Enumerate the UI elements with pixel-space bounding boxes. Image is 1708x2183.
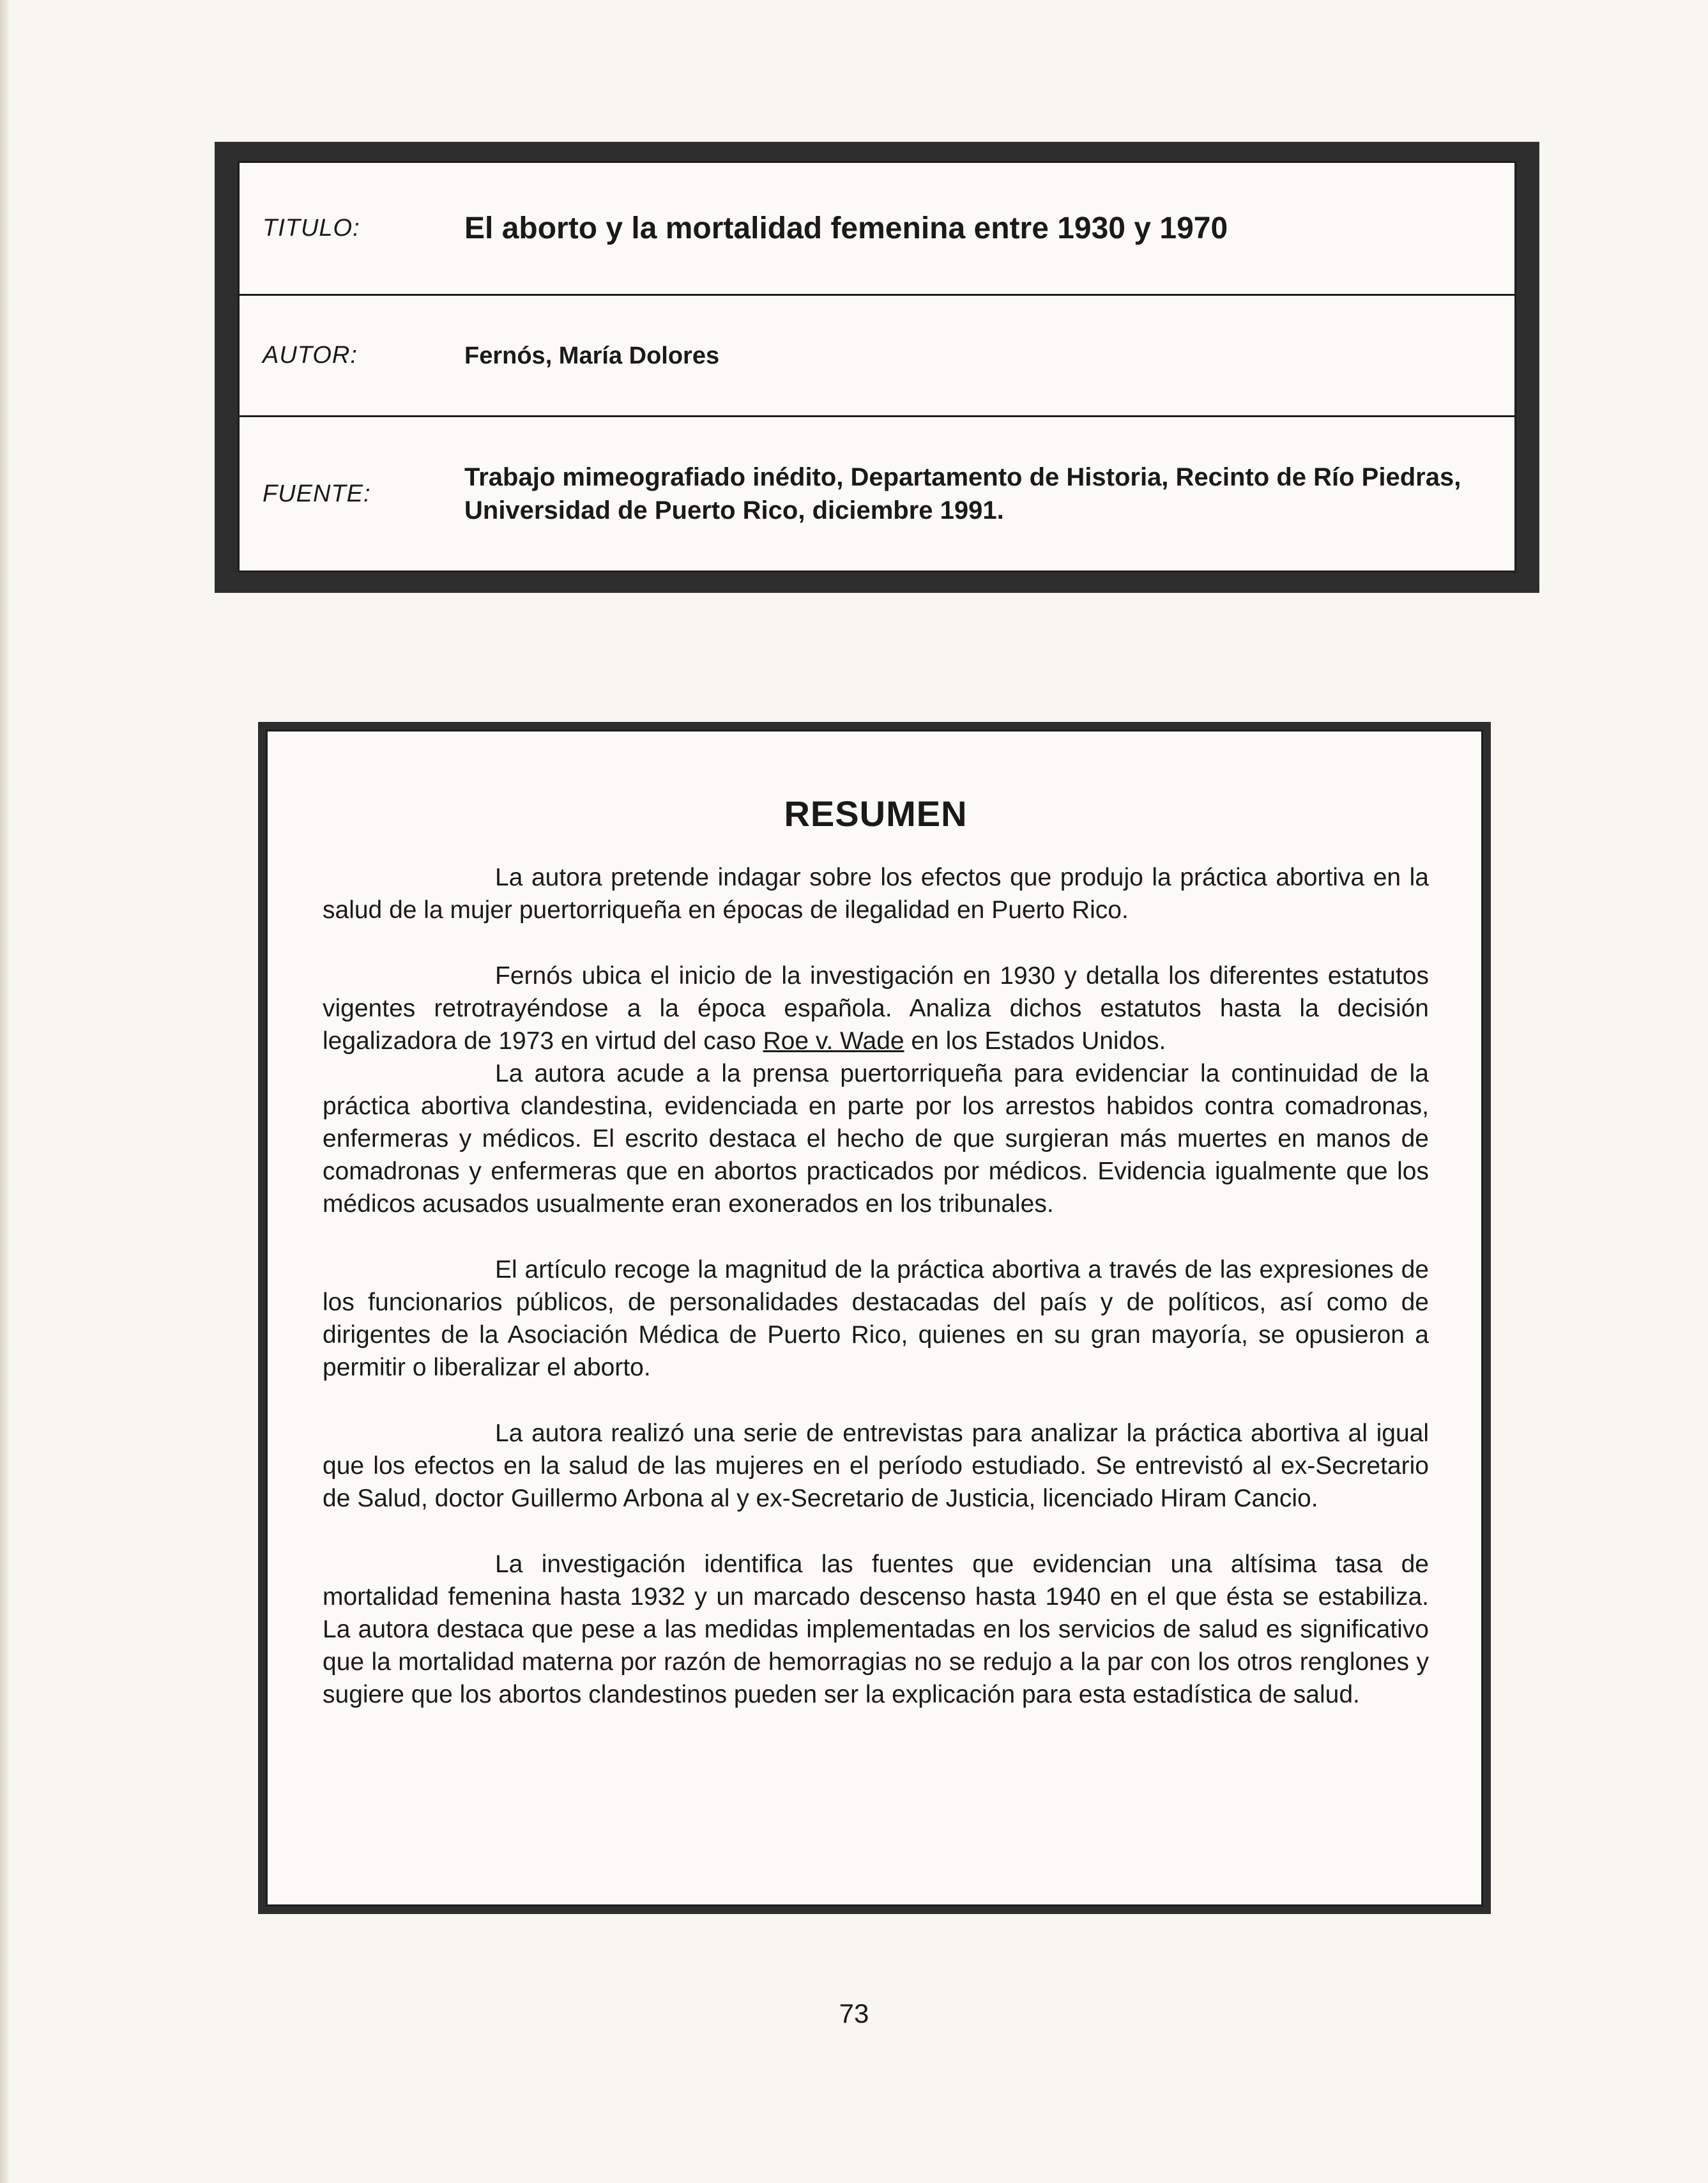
summary-heading: RESUMEN: [784, 793, 968, 834]
case-citation: Roe v. Wade: [763, 1027, 904, 1055]
summary-paragraph-1: La autora pretende indagar sobre los efectos que produjo la práctica abortiva en la salud de la mujer puertorriqueña en épocas de ilegalidad en Puerto Rico.: [323, 864, 1429, 924]
author-row: [240, 296, 1514, 417]
author-value: Fernós, María Dolores: [464, 342, 720, 369]
summary-paragraph-6: La investigación identifica las fuentes que evidencian una altísima tasa de mortalidad femenina hasta 1932 y un marcado descenso hasta 1940 en el que ésta se estabiliza. La autora destaca que pese a las medidas implementadas en los servicios de salud es significativo que la mortalidad materna por razón de hemorragias no se redujo a la par con los otros renglones y sugiere que los abortos clandestinos pueden ser la explicación para esta estadística de salud.: [323, 1551, 1429, 1708]
source-value: Trabajo mimeografiado inédito, Departamento de Historia, Recinto de Río Piedras, Universidad de Puerto Rico, diciembre 1991.: [464, 463, 1461, 525]
summary-paragraph-2-text-b: en los Estados Unidos.: [904, 1027, 1166, 1055]
paragraph-gap: [323, 926, 1429, 960]
source-label: FUENTE:: [263, 480, 371, 507]
paragraph-gap: [323, 1515, 1429, 1548]
author-label: AUTOR:: [263, 342, 358, 369]
title-value: El aborto y la mortalidad femenina entre 1930 y 1970: [464, 211, 1228, 245]
summary-paragraph-2-text-a: Fernós ubica el inicio de la investigación en 1930 y detalla los diferentes estatutos vigentes retrotrayéndose a la época española. Analiza dichos estatutos hasta la decisión legalizadora de 1973 en virtud del caso: [323, 962, 1429, 1055]
paragraph-gap: [323, 1220, 1429, 1253]
summary-paragraph-4: El artículo recoge la magnitud de la práctica abortiva a través de las expresiones de los funcionarios públicos, de personalidades destacadas del país y de políticos, así como de dirigentes de la Asociación Médica de Puerto Rico, quienes en su gran mayoría, se opusieron a permitir o liberalizar el aborto.: [323, 1256, 1429, 1381]
bibliographic-record: [215, 142, 1539, 593]
summary-paragraph-3: La autora acude a la prensa puertorriqueña para evidenciar la continuidad de la práctica abortiva clandestina, evidenciada en parte por los arrestos habidos contra comadronas, enfermeras y médicos. El escrito destaca el hecho de que surgieran más muertes en manos de comadronas y enfermeras que en abortos practicados por médicos. Evidencia igualmente que los médicos acusados usualmente eran exonerados en los tribunales.: [323, 1060, 1429, 1218]
page-edge: [0, 0, 9, 2183]
bibliographic-record-inner: [238, 161, 1516, 572]
paragraph-gap: [323, 1384, 1429, 1417]
title-row: [240, 163, 1514, 296]
summary-box: [258, 722, 1491, 1914]
page-number: 73: [839, 1998, 869, 2028]
summary-paragraph-2: [323, 960, 1429, 1057]
title-label: TITULO:: [263, 215, 360, 241]
source-row: [240, 417, 1514, 571]
summary-box-inner: [266, 730, 1483, 1906]
summary-paragraph-5: La autora realizó una serie de entrevistas para analizar la práctica abortiva al igual que los efectos en la salud de las mujeres en el período estudiado. Se entrevistó al ex-Secretario de Salud, doctor Guillermo Arbona al y ex-Secretario de Justicia, licenciado Hiram Cancio.: [323, 1420, 1429, 1512]
